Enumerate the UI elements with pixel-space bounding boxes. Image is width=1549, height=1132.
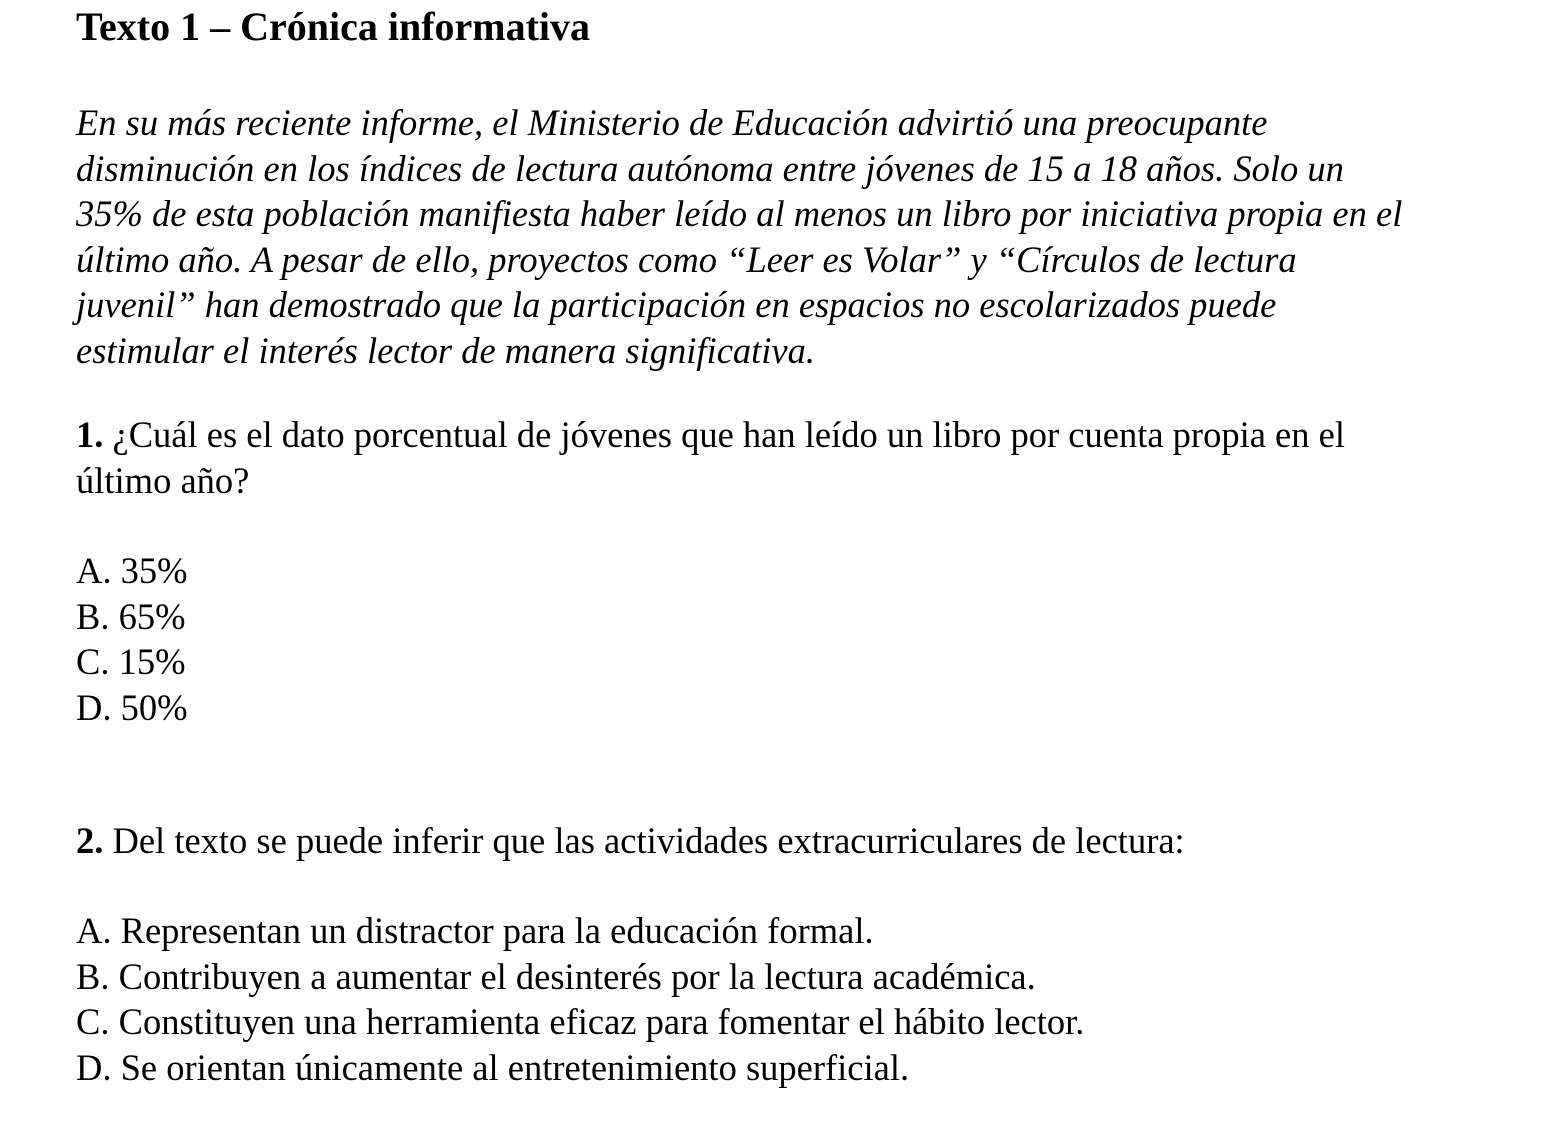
passage-line: disminución en los índices de lectura autónoma entre jóvenes de 15 a 18 años. Solo un — [76, 147, 1344, 189]
question-2-option-b: B. Contribuyen a aumentar el desinterés por la lectura académica. — [76, 955, 1036, 997]
question-1-text: ¿Cuál es el dato porcentual de jóvenes que han leído un libro por cuenta propia en el — [112, 414, 1345, 455]
passage-line: En su más reciente informe, el Ministerio de Educación advirtió una preocupante — [76, 102, 1268, 143]
question-1-option-a: A. 35% — [76, 550, 188, 591]
passage-line: 35% de esta población manifiesta haber leído al menos un libro por iniciativa propia en el — [76, 193, 1403, 234]
question-1 — [76, 412, 1345, 503]
question-2-option-d: D. Se orientan únicamente al entretenimiento superficial. — [76, 1046, 910, 1088]
passage-line: último año. A pesar de ello, proyectos como “Leer es Volar” y “Círculos de lectura — [76, 238, 1297, 280]
question-1-line — [76, 412, 1345, 458]
question-1-option-c: C. 15% — [76, 641, 186, 682]
passage-line: estimular el interés lector de manera significativa. — [76, 329, 816, 371]
reading-passage — [76, 100, 1402, 373]
question-2-text: Del texto se puede inferir que las actividades extracurriculares de lectura: — [112, 820, 1185, 861]
question-2-options — [76, 908, 1084, 1090]
question-1-number: 1. — [76, 414, 104, 455]
question-1-option-d: D. 50% — [76, 686, 188, 728]
question-2-number: 2. — [76, 820, 104, 861]
question-1-line: último año? — [76, 459, 250, 501]
passage-line: juvenil” han demostrado que la participación en espacios no escolarizados puede — [76, 284, 1277, 325]
question-2-option-a: A. Representan un distractor para la educación formal. — [76, 910, 874, 951]
document-title: Texto 1 – Crónica informativa — [76, 4, 591, 49]
question-2-line — [76, 818, 1185, 864]
question-2 — [76, 818, 1185, 864]
question-1-option-b: B. 65% — [76, 595, 186, 637]
question-2-option-c: C. Constituyen una herramienta eficaz para fomentar el hábito lector. — [76, 1001, 1085, 1042]
question-1-options — [76, 548, 188, 730]
